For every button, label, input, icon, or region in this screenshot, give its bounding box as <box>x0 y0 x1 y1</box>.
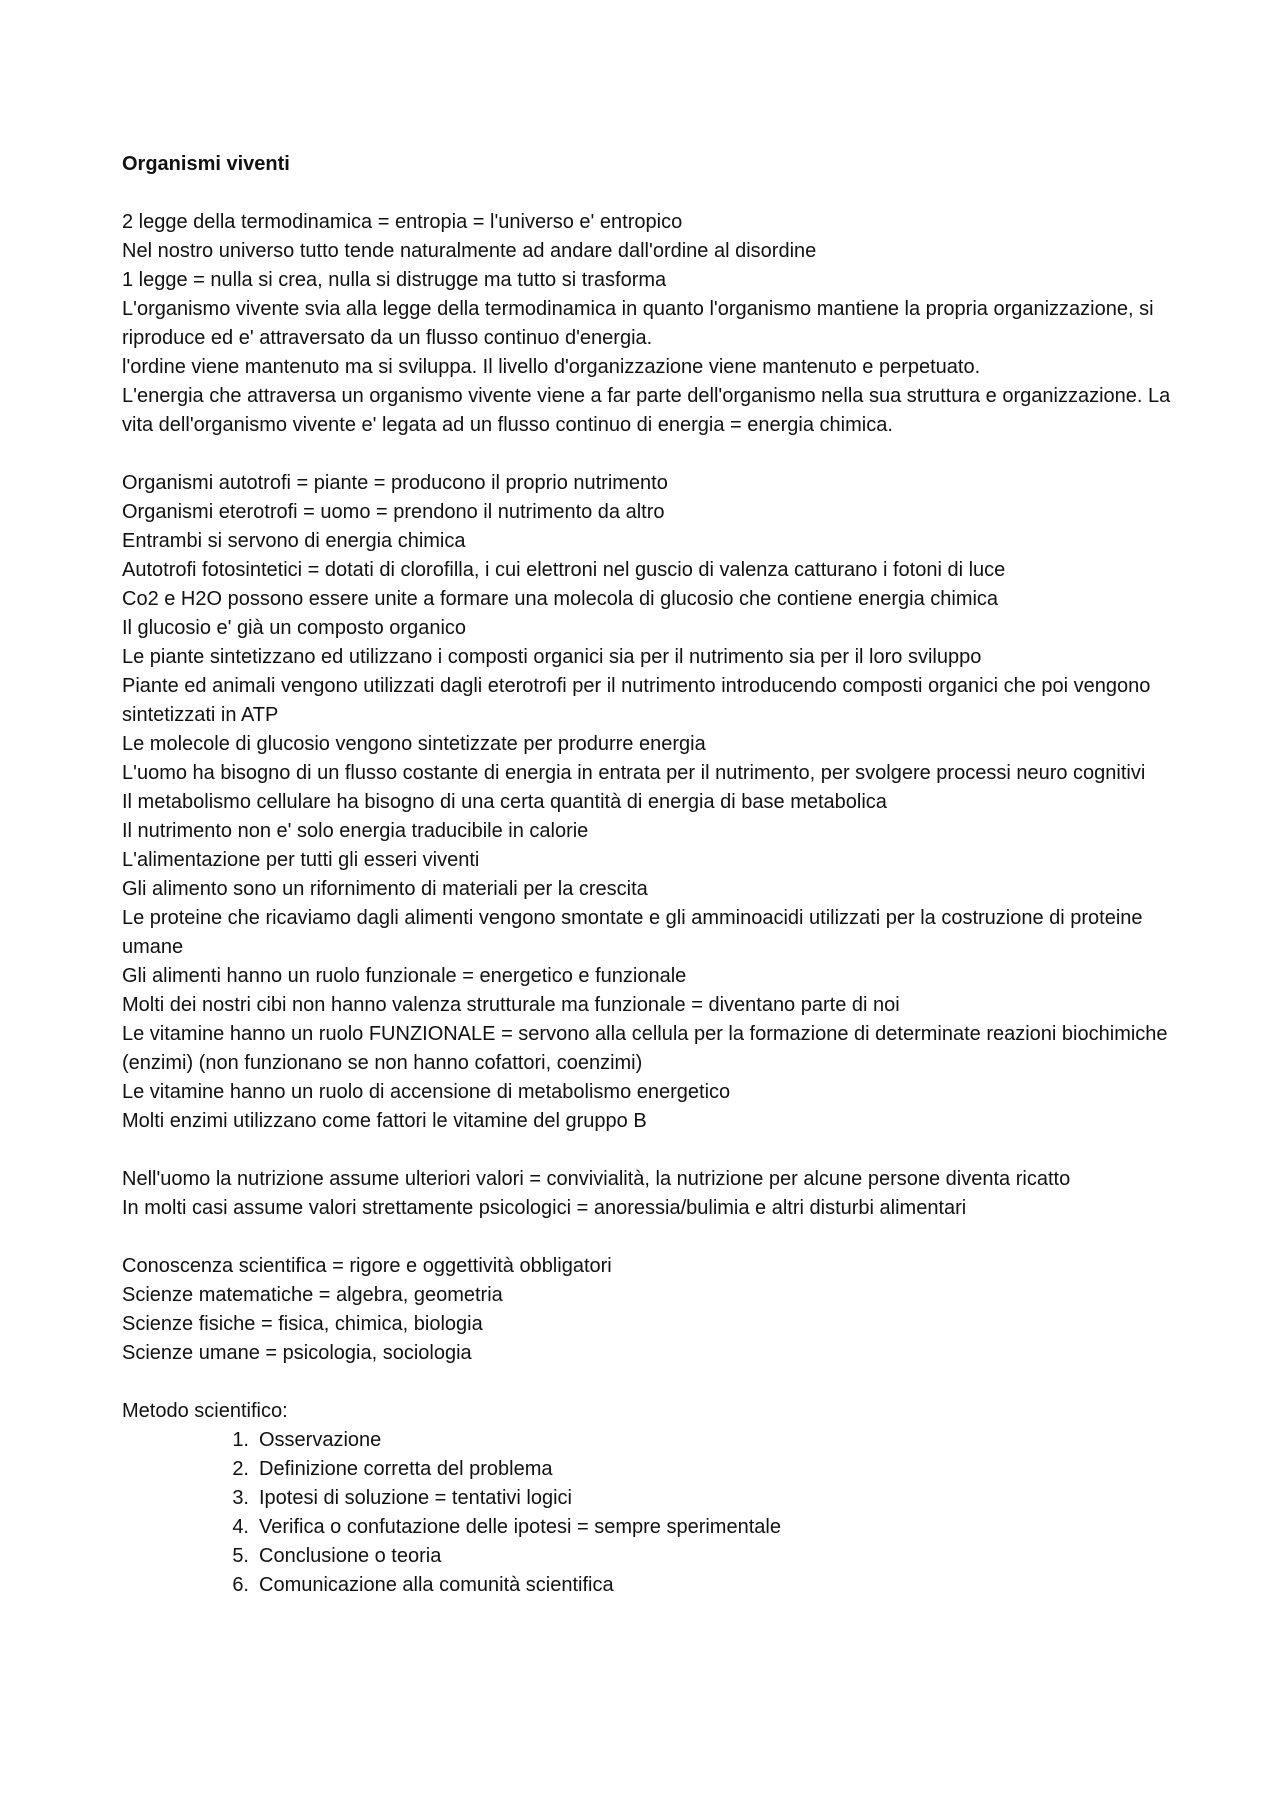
text-line: Conoscenza scientifica = rigore e oggettività obbligatori <box>122 1255 612 1277</box>
text-line: 2 legge della termodinamica = entropia = l'universo e' entropico <box>122 211 683 233</box>
text-line: Piante ed animali vengono utilizzati dagli eterotrofi per il nutrimento introducendo composti organici che poi vengono sintetizzati in ATP <box>122 675 1151 726</box>
method-section <box>122 1397 1180 1600</box>
text-line: Scienze fisiche = fisica, chimica, biologia <box>122 1313 483 1335</box>
list-item <box>122 1484 1180 1513</box>
paragraph-thermodynamics <box>122 208 1180 440</box>
text-line: Il glucosio e' già un composto organico <box>122 617 467 639</box>
text-line: 1 legge = nulla si crea, nulla si distrugge ma tutto si trasforma <box>122 269 667 291</box>
text-line: Gli alimenti hanno un ruolo funzionale = energetico e funzionale <box>122 965 687 987</box>
text-line: In molti casi assume valori strettamente psicologici = anoressia/bulimia e altri disturbi alimentari <box>122 1197 967 1219</box>
text-line: Nel nostro universo tutto tende naturalmente ad andare dall'ordine al disordine <box>122 240 817 262</box>
list-item-text: Definizione corretta del problema <box>259 1458 553 1480</box>
list-item-text: Conclusione o teoria <box>259 1545 442 1567</box>
text-line: Autotrofi fotosintetici = dotati di clorofilla, i cui elettroni nel guscio di valenza catturano i fotoni di luce <box>122 559 1006 581</box>
text-line: L'energia che attraversa un organismo vivente viene a far parte dell'organismo nella sua struttura e organizzazione. La vita dell'organismo vivente e' legata ad un flusso continuo di energia = energia chimica. <box>122 385 1171 436</box>
text-line: Scienze umane = psicologia, sociologia <box>122 1342 472 1364</box>
list-item-text: Verifica o confutazione delle ipotesi = sempre sperimentale <box>259 1516 781 1538</box>
list-number: 2. <box>232 1458 249 1480</box>
text-line: Il nutrimento non e' solo energia traducibile in calorie <box>122 820 589 842</box>
text-line: Le vitamine hanno un ruolo di accensione di metabolismo energetico <box>122 1081 731 1103</box>
text-line: L'alimentazione per tutti gli esseri viventi <box>122 849 480 871</box>
text-line: Le vitamine hanno un ruolo FUNZIONALE = servono alla cellula per la formazione di determinate reazioni biochimiche (enzimi) (non funzionano se non hanno cofattori, coenzimi) <box>122 1023 1168 1074</box>
list-item <box>122 1542 1180 1571</box>
text-line: Nell'uomo la nutrizione assume ulteriori valori = convivialità, la nutrizione per alcune persone diventa ricatto <box>122 1168 1071 1190</box>
list-item <box>122 1513 1180 1542</box>
list-item-text: Osservazione <box>259 1429 382 1451</box>
text-line: Molti dei nostri cibi non hanno valenza strutturale ma funzionale = diventano parte di noi <box>122 994 900 1016</box>
text-line: Le proteine che ricaviamo dagli alimenti vengono smontate e gli amminoacidi utilizzati per la costruzione di proteine umane <box>122 907 1143 958</box>
text-line: Entrambi si servono di energia chimica <box>122 530 466 552</box>
list-number: 6. <box>232 1574 249 1596</box>
method-steps-list <box>122 1426 1180 1600</box>
list-number: 1. <box>232 1429 249 1451</box>
paragraph-sciences <box>122 1252 1180 1368</box>
text-line: L'organismo vivente svia alla legge della termodinamica in quanto l'organismo mantiene la propria organizzazione, si riproduce ed e' attraversato da un flusso continuo d'energia. <box>122 298 1154 349</box>
text-line: Organismi eterotrofi = uomo = prendono il nutrimento da altro <box>122 501 665 523</box>
text-line: Le molecole di glucosio vengono sintetizzate per produrre energia <box>122 733 706 755</box>
method-heading: Metodo scientifico: <box>122 1400 288 1422</box>
text-line: Il metabolismo cellulare ha bisogno di una certa quantità di energia di base metabolica <box>122 791 887 813</box>
text-line: Le piante sintetizzano ed utilizzano i composti organici sia per il nutrimento sia per il loro sviluppo <box>122 646 982 668</box>
list-item <box>122 1455 1180 1484</box>
paragraph-organisms <box>122 469 1180 1136</box>
text-line: Gli alimento sono un rifornimento di materiali per la crescita <box>122 878 648 900</box>
text-line: Co2 e H2O possono essere unite a formare una molecola di glucosio che contiene energia chimica <box>122 588 999 610</box>
list-number: 4. <box>232 1516 249 1538</box>
text-line: l'ordine viene mantenuto ma si sviluppa. Il livello d'organizzazione viene mantenuto e perpetuato. <box>122 356 981 378</box>
list-item <box>122 1426 1180 1455</box>
list-number: 3. <box>232 1487 249 1509</box>
text-line: Organismi autotrofi = piante = producono il proprio nutrimento <box>122 472 668 494</box>
list-item-text: Comunicazione alla comunità scientifica <box>259 1574 614 1596</box>
list-item <box>122 1571 1180 1600</box>
paragraph-nutrition <box>122 1165 1180 1223</box>
text-line: L'uomo ha bisogno di un flusso costante di energia in entrata per il nutrimento, per svolgere processi neuro cognitivi <box>122 762 1146 784</box>
text-line: Molti enzimi utilizzano come fattori le vitamine del gruppo B <box>122 1110 647 1132</box>
text-line: Scienze matematiche = algebra, geometria <box>122 1284 503 1306</box>
document-title: Organismi viventi <box>122 153 290 175</box>
list-number: 5. <box>232 1545 249 1567</box>
list-item-text: Ipotesi di soluzione = tentativi logici <box>259 1487 572 1509</box>
